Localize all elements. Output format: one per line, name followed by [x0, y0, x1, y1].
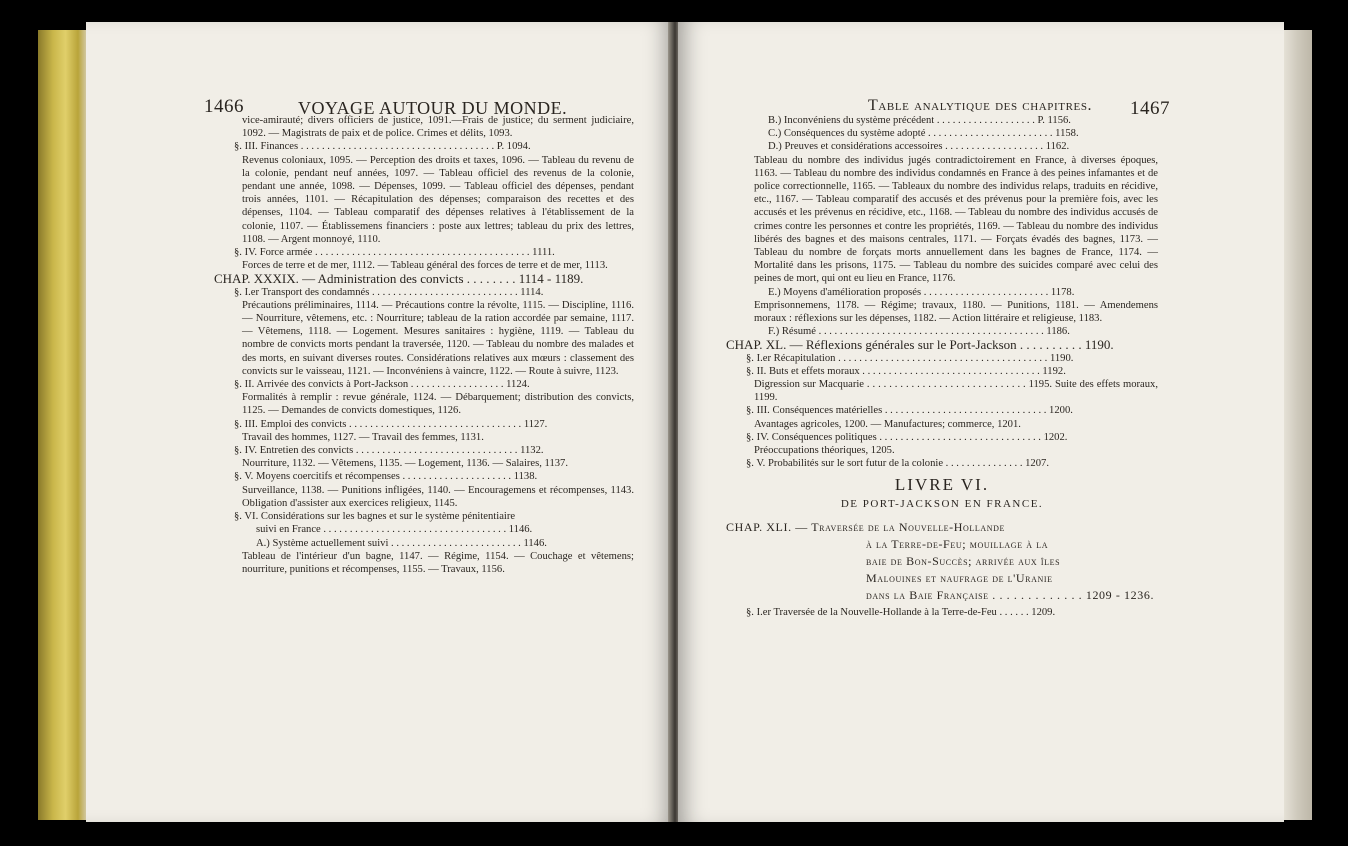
livre-title: LIVRE VI. [894, 475, 990, 495]
chapter-heading: CHAP. XLI. — Traversée de la Nouvelle-Hollande [726, 519, 1005, 534]
left-page-number: 1466 [204, 96, 244, 117]
entry-description: Travail des hommes, 1127. — Travail des femmes, 1131. [242, 431, 484, 443]
entry-description: Emprisonnemens, 1178. — Régime; travaux, 1180. — Punitions, 1181. — Amendemens moraux : réflexions sur les dépenses, 1182. — Action littéraire et religieuse, 1183. [754, 299, 1158, 325]
left-page [86, 22, 672, 822]
toc-entry: §. III. Conséquences matérielles . . . . . . . . . . . . . . . . . . . . . . . . . . . . . . . 1200. [746, 405, 1073, 417]
chapter-heading: CHAP. XL. — Réflexions générales sur le Port-Jackson . . . . . . . . . . 1190. [726, 337, 1114, 353]
chapter-title-line: à la Terre-de-Feu; mouillage à la [866, 536, 1049, 551]
toc-entry: §. III. Emploi des convicts . . . . . . . . . . . . . . . . . . . . . . . . . . . . . . . . . 1127. [234, 418, 548, 430]
toc-entry: F.) Résumé . . . . . . . . . . . . . . . . . . . . . . . . . . . . . . . . . . . . . . . . . . . 1186. [768, 326, 1070, 338]
left-page-text [214, 114, 634, 576]
toc-entry: suivi en France . . . . . . . . . . . . . . . . . . . . . . . . . . . . . . . . . . . 1146. [256, 524, 533, 536]
left-running-head: VOYAGE AUTOUR DU MONDE. [298, 98, 568, 118]
chapter-title-line: baie de Bon-Succès; arrivée aux îles [866, 553, 1061, 568]
right-page-text [726, 114, 1158, 619]
toc-entry: §. VI. Considérations sur les bagnes et sur le système pénitentiaire [234, 511, 516, 523]
entry-description: vice-amirauté; divers officiers de justice, 1091.—Frais de justice; du serment judiciaire, 1092. — Magistrats de paix et de police. Crimes et délits, 1093. [242, 115, 634, 140]
toc-entry: §. II. Buts et effets moraux . . . . . . . . . . . . . . . . . . . . . . . . . . . . . . . . . . 1192. [746, 365, 1066, 377]
chapter-title-line: dans la Baie Française . . . . . . . . . . . . . 1209 - 1236. [866, 587, 1155, 602]
right-page [678, 22, 1284, 822]
entry-description: Revenus coloniaux, 1095. — Perception des droits et taxes, 1096. — Tableau du revenu de la colonie, pendant neuf années, 1097. — Tableau officiel des revenus de la colonie, pendant une année, 1098. — Dépenses, 1099. — Tableau officiel des dépenses, pendant trois années, 1101. — Récapitulation des dépenses; comparaison des recettes et des dépenses, 1104. — Tableau comparatif des dépenses relatives à l'établissement de la colonie, 1107. — Établissemens financiers : poste aux lettres; tableau du prix des lettres, 1108. — Argent monnoyé, 1110. [242, 154, 634, 245]
toc-entry: §. III. Finances . . . . . . . . . . . . . . . . . . . . . . . . . . . . . . . . . . . . . P. 1094. [234, 141, 531, 153]
right-page-number: 1467 [1130, 98, 1170, 119]
entry-description: Forces de terre et de mer, 1112. — Tableau général des forces de terre et de mer, 1113. [242, 260, 608, 272]
toc-entry: §. IV. Entretien des convicts . . . . . . . . . . . . . . . . . . . . . . . . . . . . . . . 1132. [234, 445, 544, 457]
toc-entry: §. IV. Conséquences politiques . . . . . . . . . . . . . . . . . . . . . . . . . . . . . . . 1202. [746, 431, 1068, 443]
toc-entry: §. I.er Transport des condamnés . . . . . . . . . . . . . . . . . . . . . . . . . . . . 1114. [234, 286, 544, 298]
entry-description: Précautions préliminaires, 1114. — Précautions contre la révolte, 1115. — Discipline, 1116. — Nourriture, vêtemens, etc. : Nourriture; tableau de la ration accordée par semaine, 1117. — Vêtemens, 1118. — Logement. Mesures sanitaires : hygiène, 1119. — Tableau du nombre de convicts morts pendant la traversée, 1120. — Tableau du nombre des malades et des morts, en suivant diverses routes. Considérations relatives aux mœurs : classement des convicts sur le vaisseau, 1121. — Inconvéniens à vaincre, 1122. — Route à suivre, 1123. [242, 299, 634, 377]
entry-description: Nourriture, 1132. — Vêtemens, 1135. — Logement, 1136. — Salaires, 1137. [242, 458, 568, 470]
livre-subtitle: DE PORT-JACKSON EN FRANCE. [840, 497, 1044, 510]
entry-description: Formalités à remplir : revue générale, 1124. — Débarquement; distribution des convicts, 1125. — Demandes de convicts domestiques, 1126. [242, 392, 634, 417]
toc-entry: C.) Conséquences du système adopté . . . . . . . . . . . . . . . . . . . . . . . . 1158. [768, 128, 1079, 140]
toc-entry: §. V. Moyens coercitifs et récompenses . . . . . . . . . . . . . . . . . . . . . 1138. [234, 471, 538, 483]
toc-entry: §. I.er Récapitulation . . . . . . . . . . . . . . . . . . . . . . . . . . . . . . . . . . . . . . . . 1190. [746, 352, 1074, 364]
toc-entry: §. II. Arrivée des convicts à Port-Jackson . . . . . . . . . . . . . . . . . . 1124. [234, 379, 530, 391]
chapter-41-block [726, 519, 1158, 604]
entry-description: Préoccupations théoriques, 1205. [754, 445, 895, 457]
entry-description: Surveillance, 1138. — Punitions infligées, 1140. — Encouragemens et récompenses, 1143. Obligation d'assister aux exercices religieux, 1145. [242, 484, 634, 509]
entry-description: Avantages agricoles, 1200. — Manufactures; commerce, 1201. [754, 418, 1021, 430]
toc-entry: §. I.er Traversée de la Nouvelle-Hollande à la Terre-de-Feu . . . . . . 1209. [746, 606, 1056, 618]
toc-entry: B.) Inconvéniens du système précédent . . . . . . . . . . . . . . . . . . . P. 1156. [768, 115, 1071, 126]
toc-entry: §. IV. Force armée . . . . . . . . . . . . . . . . . . . . . . . . . . . . . . . . . . . . . . . . . 1111. [234, 247, 555, 259]
toc-entry: D.) Preuves et considérations accessoires . . . . . . . . . . . . . . . . . . . 1162. [768, 141, 1070, 153]
chapter-title-line: Malouines et naufrage de l'Uranie [866, 570, 1053, 585]
toc-entry: E.) Moyens d'amélioration proposés . . . . . . . . . . . . . . . . . . . . . . . . 1178. [768, 286, 1075, 298]
toc-entry: A.) Système actuellement suivi . . . . . . . . . . . . . . . . . . . . . . . . . 1146. [256, 537, 547, 549]
chapter-heading: CHAP. XXXIX. — Administration des convicts . . . . . . . . 1114 - 1189. [214, 271, 584, 287]
entry-description: Digression sur Macquarie . . . . . . . . . . . . . . . . . . . . . . . . . . . . . 1195. Suite des effets moraux, 1199. [754, 379, 1158, 404]
toc-entry: §. V. Probabilités sur le sort futur de la colonie . . . . . . . . . . . . . . . 1207. [746, 458, 1049, 470]
book-edge-left [38, 30, 88, 820]
entry-description: Tableau du nombre des individus jugés contradictoirement en France, à diverses époques, 1163. — Tableau du nombre des individus condamnés en France à des peines infamantes et de police correctionnelle, 1165. — Tableaux du nombre des individus relaps, traduits en récidive, etc., 1167. — Tableau comparatif des accusés et des prévenus pour la première fois, avec les accusés et les prévenus en récidive, etc., 1168. — Tableau du nombre des individus accusés de crimes contre les personnes et contre les propriétés, 1169. — Tableau du nombre des individus libérés des bagnes et des maisons centrales, 1171. — Forçats évadés des bagnes, 1173. — Tableau du nombre de forçats morts annuellement dans les bagnes de France, 1174. — Mortalité dans les prisons, 1175. — Tableau du nombre des suicides comparé avec celui des peines de mort, qui ont eu lieu en France, 1176. [754, 154, 1158, 285]
right-running-head: Table analytique des chapitres. [868, 97, 1093, 114]
entry-description: Tableau de l'intérieur d'un bagne, 1147. — Régime, 1154. — Couchage et vêtemens; nourriture, punitions et récompenses, 1155. — Travaux, 1156. [242, 550, 634, 575]
book-edge-right [1282, 30, 1312, 820]
